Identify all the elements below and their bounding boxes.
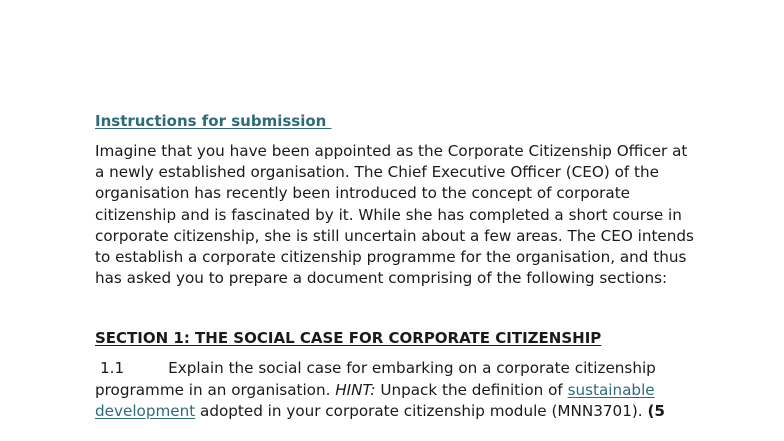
sustainable-development-link[interactable]: sustainable development xyxy=(95,380,655,420)
question-number: 1.1 xyxy=(100,359,125,378)
question-text-part-1: Explain the social case for embarking on a corporate citizenship programme in an organisation. xyxy=(95,359,656,399)
question-text-part-3: adopted in your corporate citizenship module (MNN3701). xyxy=(195,401,643,420)
question-text-part-2: Unpack the definition of xyxy=(375,380,568,399)
marks-label: (5 xyxy=(647,401,665,420)
section-1-heading: SECTION 1: THE SOCIAL CASE FOR CORPORATE CITIZENSHIP xyxy=(95,329,602,348)
hint-label: HINT: xyxy=(335,380,376,399)
document-page xyxy=(95,111,705,422)
instructions-heading-link[interactable]: Instructions for submission xyxy=(95,112,332,130)
question-item-1-1 xyxy=(95,358,695,422)
intro-paragraph: Imagine that you have been appointed as the Corporate Citizenship Officer at a newly established organisation. The Chief Executive Officer (CEO) of the organisation has recently been introduced to the concept of corporate citizenship and is fascinated by it. While she has completed a short course in corporate citizenship, she is still uncertain about a few areas. The CEO intends to establish a corporate citizenship programme for the organisation, and thus has asked you to prepare a document comprising of the following sections: xyxy=(95,142,694,288)
